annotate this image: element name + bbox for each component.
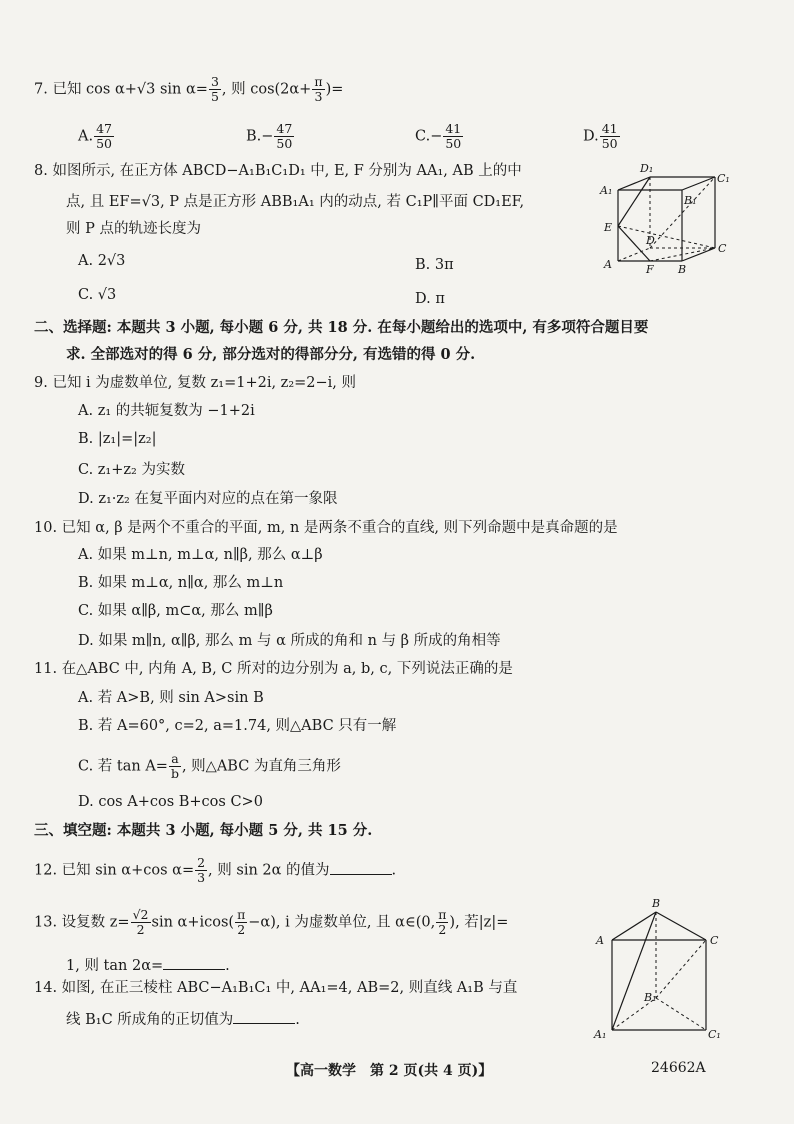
q7-option-d: [583, 122, 621, 151]
q8-option-c: C. √3: [78, 287, 117, 303]
q10-option-c: C. 如果 α∥β, m⊂α, 那么 m∥β: [78, 603, 273, 619]
label-c1: C₁: [708, 1028, 721, 1041]
fraction-numerator: 47: [96, 121, 112, 136]
q13-line-2: 1, 则 tan 2α= .: [66, 955, 230, 976]
q8-line-3: 则 P 点的轨迹长度为: [66, 221, 201, 237]
label-f: F: [646, 263, 654, 276]
option-sign: −: [430, 128, 443, 145]
q11-option-a: A. 若 A>B, 则 sin A>sin B: [78, 690, 264, 706]
q9-option-c: C. z₁+z₂ 为实数: [78, 462, 185, 478]
q10-stem: 10. 已知 α, β 是两个不重合的平面, m, n 是两条不重合的直线, 则下列命题中是真命题的是: [34, 520, 618, 536]
fraction-denominator: b: [170, 766, 179, 781]
fraction-denominator: 50: [601, 136, 618, 151]
fraction-denominator: 3: [197, 870, 206, 885]
fraction-numerator: π: [438, 907, 447, 922]
q11-option-c: [78, 752, 341, 781]
q13-fraction: [235, 908, 247, 937]
q12-answer-blank[interactable]: [330, 860, 392, 875]
q11-stem: 11. 在△ABC 中, 内角 A, B, C 所对的边分别为 a, b, c, 下列说法正确的是: [34, 661, 513, 677]
q9-stem: 9. 已知 i 为虚数单位, 复数 z₁=1+2i, z₂=2−i, 则: [34, 375, 357, 391]
fraction-denominator: 2: [438, 922, 447, 937]
q13-fraction: [436, 908, 448, 937]
q12-stem: 12. 已知 sin α+cos α= $\frac{2}{3}$ , 则 sin 2α 的值为 .: [34, 855, 397, 885]
q8-line-1: 8. 如图所示, 在正方体 ABCD−A₁B₁C₁D₁ 中, E, F 分别为 AA₁, AB 上的中: [34, 163, 522, 179]
q7-option-c: [415, 122, 464, 151]
stem-part: 1, 则 tan 2α=: [66, 958, 164, 974]
exam-code: 24662A: [651, 1060, 706, 1076]
q10-option-b: B. 如果 m⊥α, n∥α, 那么 m⊥n: [78, 575, 284, 591]
label-e: E: [604, 221, 613, 234]
q8-option-a: A. 2√3: [78, 253, 126, 269]
fraction-numerator: 3: [210, 74, 219, 89]
option-fraction: [443, 122, 463, 151]
option-part: C. 若 tan A=: [78, 758, 168, 775]
label-c: C: [718, 242, 727, 255]
label-b1: B₁: [684, 194, 697, 207]
page-footer: 【高一数学 第 2 页(共 4 页)】: [286, 1063, 493, 1079]
q13-fraction: [131, 908, 151, 937]
label-a1: A₁: [600, 184, 613, 197]
stem-part: , 则 sin 2α 的值为: [208, 862, 330, 879]
q7-option-b: [246, 122, 295, 151]
label-d1: D₁: [640, 162, 654, 175]
stem-part: ), 若|z|=: [449, 914, 509, 931]
fraction-denominator: 5: [210, 89, 219, 104]
q10-option-d: D. 如果 m∥n, α∥β, 那么 m 与 α 所成的角和 n 与 β 所成的角相等: [78, 633, 501, 649]
fraction-denominator: 2: [237, 922, 246, 937]
fraction-denominator: 50: [276, 136, 293, 151]
option-sign: −: [261, 128, 274, 145]
q9-option-a: A. z₁ 的共轭复数为 −1+2i: [78, 403, 255, 419]
label-b: B: [678, 263, 687, 276]
q7-stem-part: , 则 cos(2α+: [221, 81, 312, 98]
fraction-numerator: 47: [276, 121, 293, 136]
label-c1: C₁: [717, 172, 730, 185]
label-b: B: [652, 897, 661, 910]
fraction-denominator: 3: [314, 89, 323, 104]
fraction-numerator: 41: [601, 121, 618, 136]
fraction-numerator: π: [314, 74, 323, 89]
q8-option-b: B. 3π: [415, 257, 454, 273]
fraction-denominator: 50: [96, 136, 112, 151]
fraction-numerator: √2: [132, 907, 149, 922]
option-label: C.: [415, 128, 431, 145]
section-2-heading-cont: 求. 全部选对的得 6 分, 部分选对的得部分分, 有选错的得 0 分.: [66, 346, 476, 363]
section-2-heading: 二、选择题: 本题共 3 小题, 每小题 6 分, 共 18 分. 在每小题给出的选项中, 有多项符合题目要: [34, 319, 649, 336]
stem-part: 13. 设复数 z=: [34, 914, 130, 931]
q7-fraction: [312, 75, 324, 104]
q7-stem: [34, 75, 343, 104]
fraction-numerator: 41: [445, 121, 462, 136]
stem-part: −α), i 为虚数单位, 且 α∈(0,: [248, 914, 436, 931]
stem-part: 线 B₁C 所成角的正切值为: [66, 1012, 234, 1028]
q14-line-1: 14. 如图, 在正三棱柱 ABC−A₁B₁C₁ 中, AA₁=4, AB=2, 则直线 A₁B 与直: [34, 980, 518, 996]
label-a: A: [596, 934, 604, 947]
option-fraction: [169, 752, 181, 781]
label-a: A: [604, 258, 612, 271]
cube-figure: [596, 160, 736, 280]
q11-option-b: B. 若 A=60°, c=2, a=1.74, 则△ABC 只有一解: [78, 718, 397, 734]
q7-stem-part: )=: [325, 81, 344, 98]
label-b1: B₁: [644, 991, 657, 1004]
q10-option-a: A. 如果 m⊥n, m⊥α, n∥β, 那么 α⊥β: [78, 547, 323, 563]
q7-fraction: [209, 75, 221, 104]
fraction-denominator: 50: [445, 136, 462, 151]
q11-option-d: D. cos A+cos B+cos C>0: [78, 794, 263, 810]
q8-line-2: 点, 且 EF=√3, P 点是正方形 ABB₁A₁ 内的动点, 若 C₁P∥平面 CD₁EF,: [66, 194, 525, 210]
q13-answer-blank[interactable]: [163, 955, 225, 970]
fraction-numerator: 2: [197, 855, 206, 870]
label-a1: A₁: [594, 1028, 607, 1041]
prism-figure: [592, 896, 732, 1046]
option-label: B.: [246, 128, 262, 145]
label-c: C: [710, 934, 719, 947]
q9-option-b: B. |z₁|=|z₂|: [78, 431, 157, 447]
q14-line-2: 线 B₁C 所成角的正切值为 .: [66, 1009, 300, 1030]
q9-option-d: D. z₁·z₂ 在复平面内对应的点在第一象限: [78, 491, 338, 507]
option-fraction: [94, 122, 114, 151]
stem-part: sin α+icos(: [151, 914, 235, 931]
fraction-numerator: a: [169, 752, 181, 767]
stem-part: 12. 已知 sin α+cos α=: [34, 862, 195, 879]
option-fraction: [274, 122, 294, 151]
q12-fraction: [195, 856, 207, 885]
q8-option-d: D. π: [415, 291, 445, 307]
label-d: D: [646, 234, 655, 247]
q7-stem-part: 7. 已知 cos α+√3 sin α=: [34, 81, 208, 98]
fraction-numerator: π: [237, 907, 246, 922]
fraction-denominator: 2: [136, 922, 145, 937]
q7-option-a: [78, 122, 115, 151]
option-part: , 则△ABC 为直角三角形: [181, 758, 341, 775]
section-3-heading: 三、填空题: 本题共 3 小题, 每小题 5 分, 共 15 分.: [34, 822, 373, 839]
option-label: A.: [78, 128, 94, 145]
q14-answer-blank[interactable]: [233, 1009, 295, 1024]
option-label: D.: [583, 128, 599, 145]
q13-stem: [34, 908, 508, 937]
option-fraction: [600, 122, 620, 151]
